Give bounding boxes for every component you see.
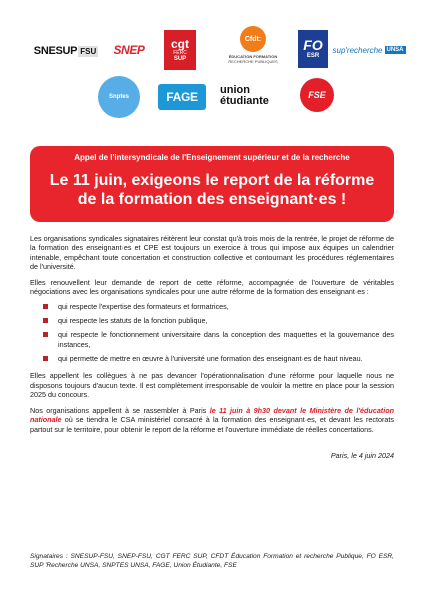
cfdt-logo bbox=[226, 26, 280, 74]
paragraph-call-to-action bbox=[30, 406, 394, 434]
banner-pretitle: Appel de l'intersyndicale de l'Enseignement supérieur et de la recherche bbox=[74, 153, 350, 162]
list-item bbox=[30, 354, 394, 363]
document-date: Paris, le 4 juin 2024 bbox=[330, 451, 394, 461]
bullet-square-icon bbox=[43, 304, 48, 309]
cgt-ferc-sup-logo bbox=[164, 30, 196, 70]
cta-text-start: Nos organisations appellent à se rassembler à Paris bbox=[30, 406, 210, 416]
fage-logo-text: FAGE bbox=[166, 90, 198, 104]
signatories-footer: Signataires : SNESUP-FSU, SNEP-FSU, CGT FERC SUP, CFDT Éducation Formation et recherche Publique, FO ESR, SUP 'Recherche UNSA, SNPTES UNSA, FAGE, Union Étudiante, FSE bbox=[30, 553, 394, 569]
snep-logo bbox=[104, 36, 154, 64]
document-body bbox=[30, 234, 394, 460]
banner-title: Le 11 juin, exigeons le report de la réforme de la formation des enseignant·es ! bbox=[49, 172, 375, 208]
snep-logo-text: SNEP bbox=[113, 43, 145, 57]
cgt-logo-text: cgt bbox=[171, 36, 189, 51]
union-etudiante-logo bbox=[220, 80, 286, 112]
logo-strip bbox=[0, 0, 424, 128]
bullet-square-icon bbox=[43, 318, 48, 323]
paragraph-demand: Elles renouvellent leur demande de report de cette réforme, accompagnée de l'ouverture de véritables négociations avec les organisations syndicales pour une autre réforme de la formation des enseignant·es : bbox=[30, 278, 394, 297]
list-item bbox=[30, 316, 394, 325]
fo-logo-text: FO bbox=[303, 37, 323, 53]
demands-list bbox=[30, 302, 394, 363]
fsu-logo-text: FSU bbox=[80, 46, 97, 56]
fse-logo-text: FSE bbox=[308, 90, 326, 100]
esr-logo-text: ESR bbox=[306, 53, 320, 59]
fse-logo bbox=[300, 78, 334, 112]
list-item bbox=[30, 302, 394, 311]
snptes-logo-text: Snptes bbox=[108, 94, 129, 100]
cta-text-end: où se tiendra le CSA ministériel consacré à la formation des enseignant·es, et devant les rectorats partout sur le territoire, pour obtenir le report de la réforme et l'ouverture immédiate de réelles concertations. bbox=[30, 415, 394, 434]
sup-recherche-logo-text: sup'recherche bbox=[332, 45, 383, 55]
paragraph-warning: Elles appellent les collègues à ne pas devancer l'opérationnalisation d'une réforme pour laquelle nous ne disposons toujours d'aucun texte. Il est complètement irresponsable de vouloir la mettre en place pour la session 2025 du concours. bbox=[30, 371, 394, 399]
list-item-text: qui respecte l'expertise des formateurs et formatrices, bbox=[58, 301, 229, 311]
list-item-text: qui respecte les statuts de la fonction publique, bbox=[58, 316, 208, 326]
snesup-logo-text: SNESUP bbox=[33, 45, 78, 57]
list-item-text: qui respecte le fonctionnement universitaire dans la conception des maquettes et la gouvernance des instances, bbox=[58, 330, 394, 349]
list-item bbox=[30, 330, 394, 349]
sup-recherche-unsa-logo bbox=[332, 38, 404, 62]
union-logo-text: union bbox=[220, 84, 250, 96]
title-banner bbox=[30, 146, 394, 222]
cfdt-logo-line1: ÉDUCATION FORMATION bbox=[228, 54, 278, 59]
cfdt-logo-circle: Cfdt: bbox=[240, 26, 266, 52]
bullet-square-icon bbox=[43, 332, 48, 337]
paragraph-intro: Les organisations syndicales signataires réitèrent leur constat qu'à trois mois de la rentrée, le projet de réforme de la formation des enseignant·es et CPE est toujours un exercice à trous qui impose aux équipes un calendrier intenable, empêchant toute concertation et construction collective et contournant les procédures réglementaires de l'université. bbox=[30, 234, 394, 271]
snptes-logo bbox=[98, 76, 140, 118]
etudiante-logo-text: étudiante bbox=[220, 95, 269, 107]
cta-highlight: le 11 juin à 9h30 devant le Ministère de l'éducation nationale bbox=[30, 406, 394, 425]
unsa-logo-text: UNSA bbox=[386, 47, 404, 53]
fage-logo bbox=[158, 84, 206, 110]
fo-esr-logo bbox=[298, 30, 328, 68]
cfdt-logo-line2: RECHERCHE PUBLIQUES bbox=[228, 59, 278, 64]
bullet-square-icon bbox=[43, 356, 48, 361]
cgt-logo-sub: FERC bbox=[173, 49, 187, 56]
list-item-text: qui permette de mettre en œuvre à l'université une formation des enseignant·es de haut niveau. bbox=[58, 353, 363, 363]
cgt-logo-sup: SUP bbox=[173, 55, 187, 62]
snesup-fsu-logo bbox=[34, 40, 98, 62]
